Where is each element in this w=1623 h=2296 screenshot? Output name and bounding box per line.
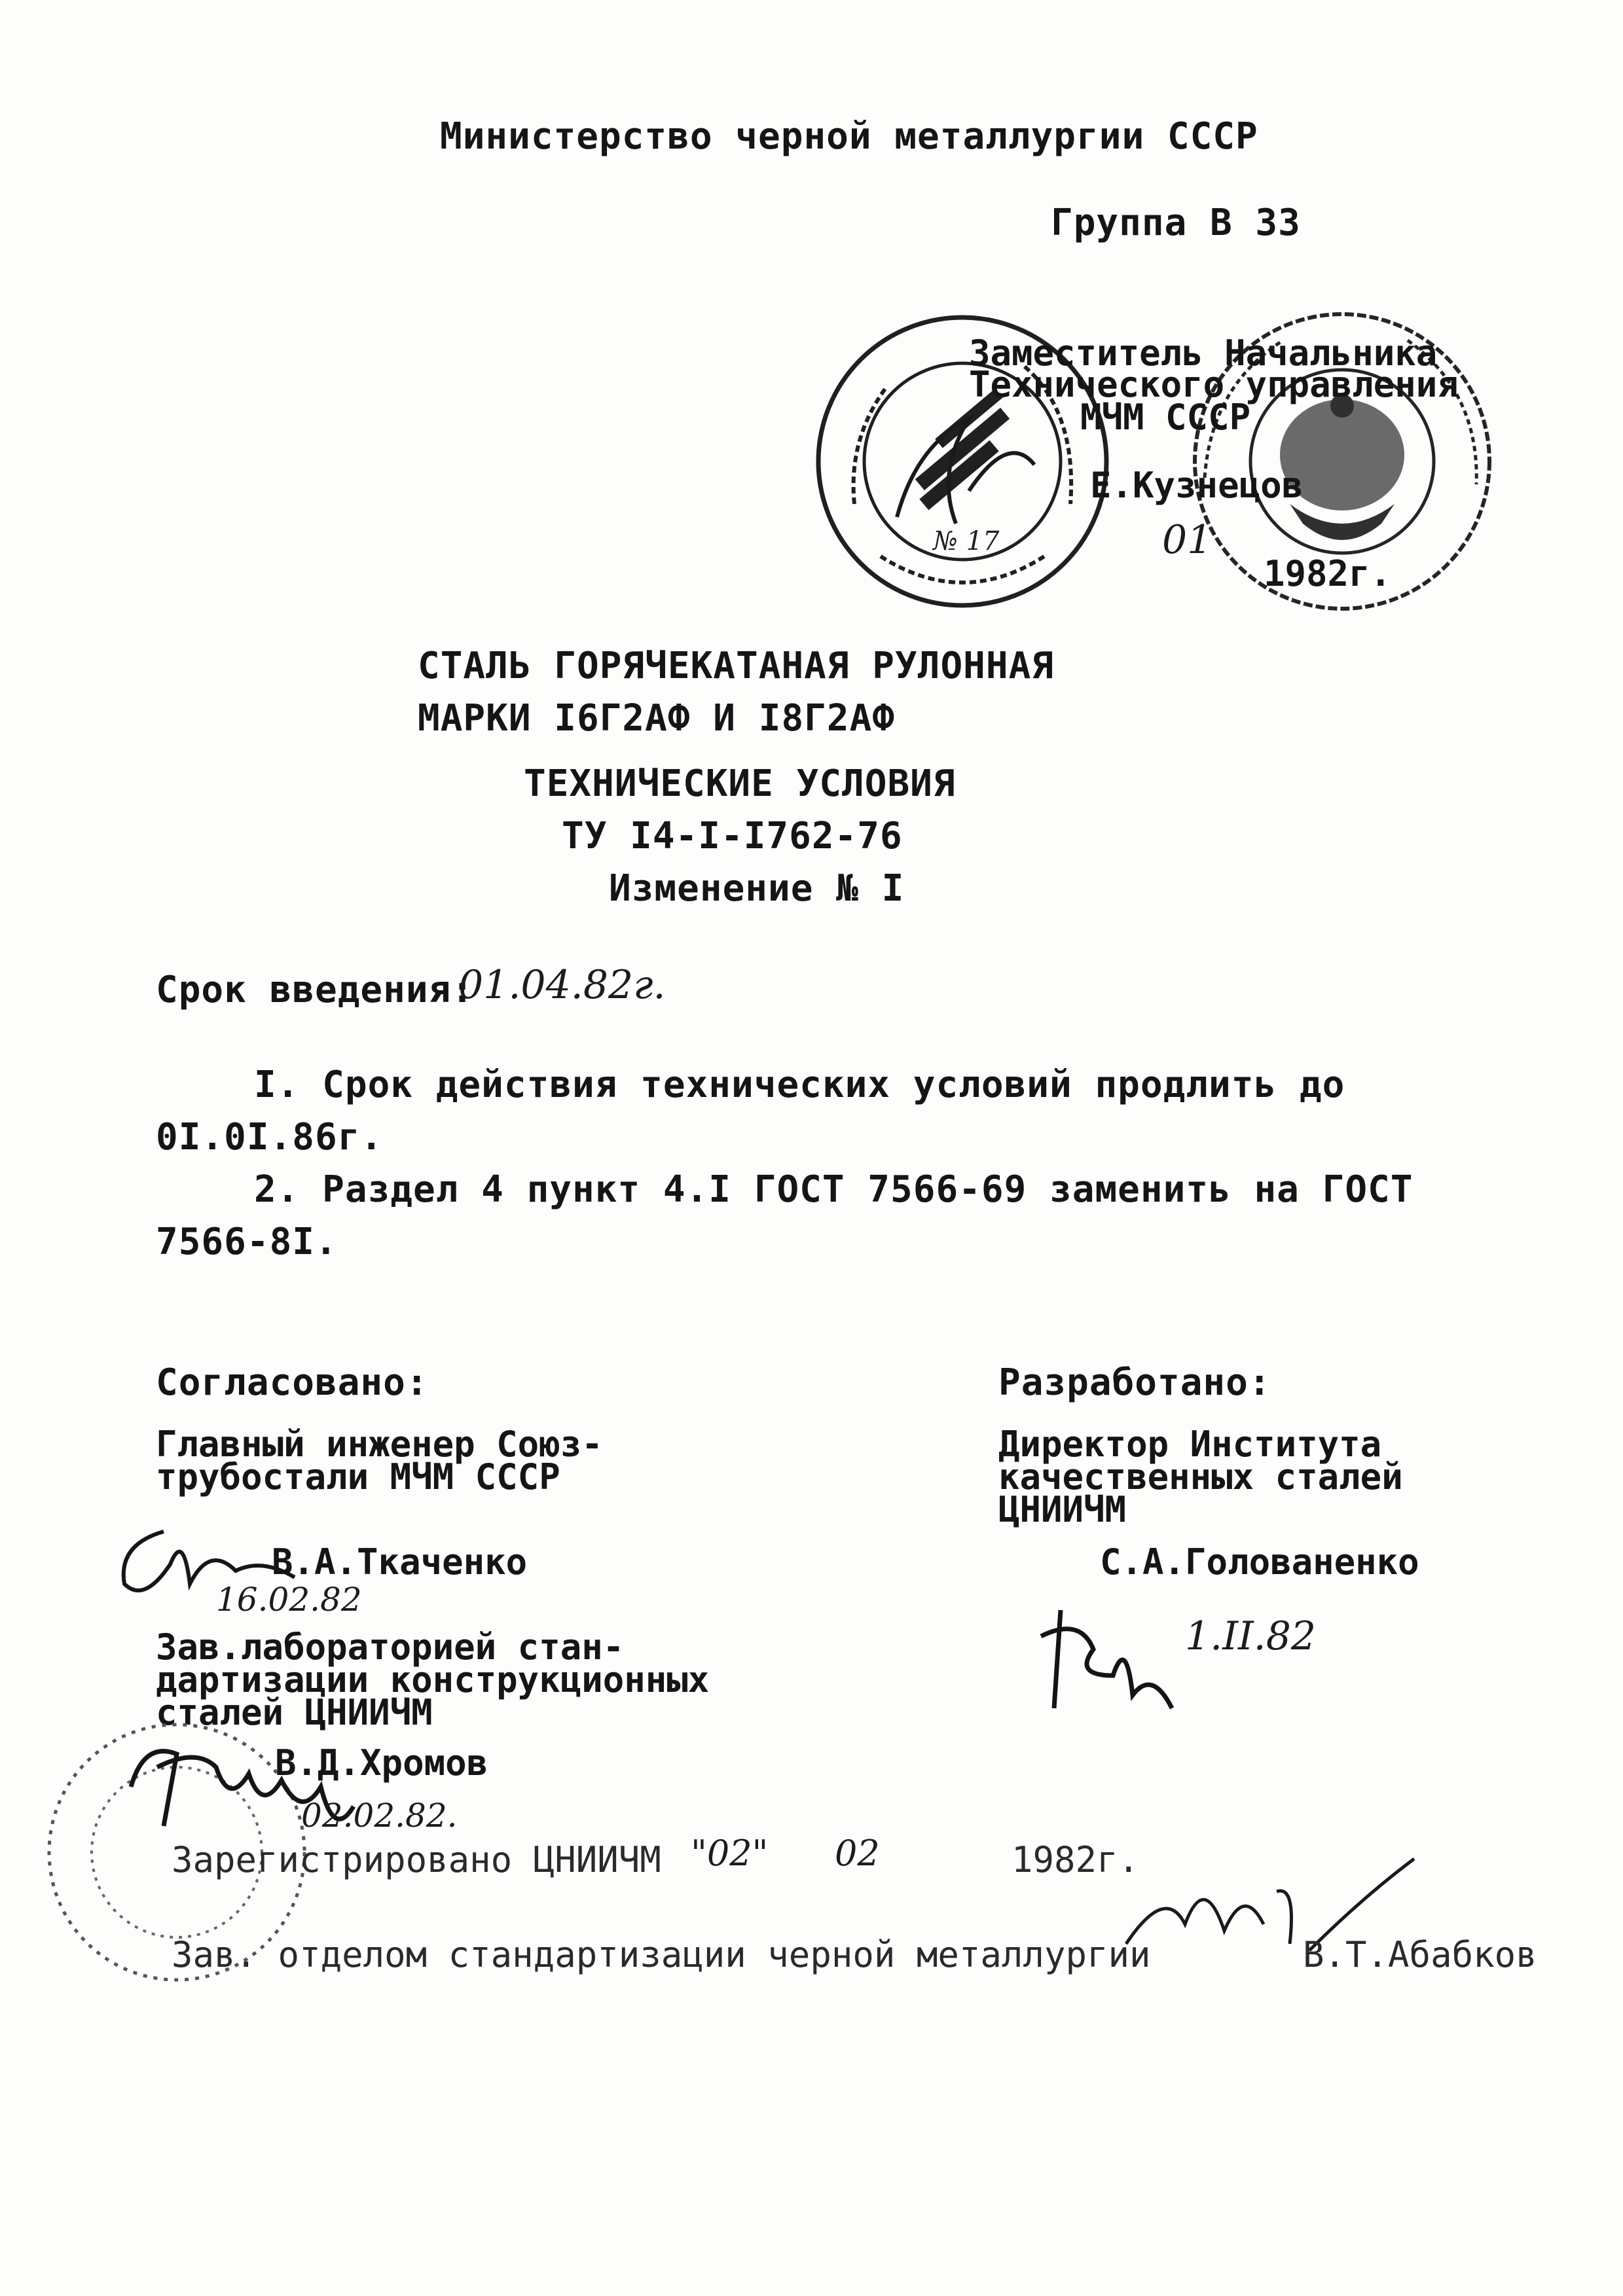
- item-1-line1: I. Срок действия технических условий продлить до: [254, 1064, 1345, 1106]
- registration-month-handwritten: 02: [835, 1833, 880, 1874]
- doc-title-line2: МАРКИ I6Г2АФ И I8Г2АФ: [418, 697, 896, 740]
- doc-title-line3: ТЕХНИЧЕСКИЕ УСЛОВИЯ: [524, 762, 956, 805]
- item-2-line2: 7566-8I.: [156, 1221, 338, 1263]
- approval-org: МЧМ СССР: [1080, 397, 1251, 438]
- developed-name: С.А.Голованенко: [1100, 1541, 1419, 1583]
- developed-label: Разработано:: [998, 1361, 1271, 1404]
- registration-year: 1982г.: [1012, 1839, 1140, 1880]
- effective-label: Срок введения:: [156, 969, 475, 1011]
- approval-date-handwritten: 01: [1162, 517, 1213, 563]
- developed-position-line2: качественных сталей: [998, 1456, 1403, 1498]
- agreed-position2-line2: дартизации конструкционных: [156, 1659, 710, 1700]
- agreed-date1-handwritten: 16.02.82: [216, 1581, 362, 1619]
- agreed-position1-line2: трубостали МЧМ СССР: [156, 1456, 560, 1498]
- doc-title-line1: СТАЛЬ ГОРЯЧЕКАТАНАЯ РУЛОННАЯ: [418, 645, 1055, 687]
- approval-year: 1982г.: [1264, 553, 1392, 594]
- doc-tu-number: ТУ I4-I-I762-76: [562, 815, 903, 857]
- agreed-name2: В.Д.Хромов: [275, 1742, 488, 1784]
- registration-line2: Зав. отделом стандартизации черной металлургии: [172, 1934, 1151, 1975]
- group-code: Группа В 33: [1051, 202, 1301, 244]
- agreed-position1-line1: Главный инженер Союз-: [156, 1424, 603, 1465]
- signature-golovanenko: [1021, 1597, 1178, 1728]
- agreed-position2-line3: сталей ЦНИИЧМ: [156, 1692, 433, 1733]
- approval-signature: [877, 393, 1048, 543]
- agreed-name1: В.А.Ткаченко: [272, 1541, 528, 1583]
- effective-date-handwritten: 01.04.82г.: [458, 962, 666, 1008]
- registration-line1: Зарегистрировано ЦНИИЧМ: [172, 1839, 661, 1880]
- agreed-position2-line1: Зав.лабораторией стан-: [156, 1626, 625, 1668]
- developed-date-handwritten: 1.II.82: [1185, 1613, 1317, 1659]
- approval-title-line2: Технического управления: [969, 364, 1459, 405]
- doc-amendment-number: Изменение № I: [609, 867, 905, 910]
- ministry-header: Министерство черной металлургии СССР: [440, 115, 1258, 158]
- registration-name: В.Т.Абабков: [1303, 1934, 1537, 1975]
- agreed-date2-handwritten: 02.02.82.: [301, 1797, 458, 1835]
- item-2-line1: 2. Раздел 4 пункт 4.I ГОСТ 7566-69 заменить на ГОСТ: [254, 1168, 1413, 1211]
- svg-text:№ 17: № 17: [933, 526, 1000, 556]
- agreed-label: Согласовано:: [156, 1361, 429, 1404]
- developed-position-line3: ЦНИИЧМ: [998, 1489, 1127, 1530]
- developed-position-line1: Директор Института: [998, 1424, 1382, 1465]
- approval-name: Е.Кузнецов: [1090, 465, 1304, 506]
- registration-day-handwritten: "02": [691, 1833, 769, 1874]
- approval-title-line1: Заместитель Начальника: [969, 332, 1438, 374]
- item-1-line2: 0I.0I.86г.: [156, 1116, 384, 1158]
